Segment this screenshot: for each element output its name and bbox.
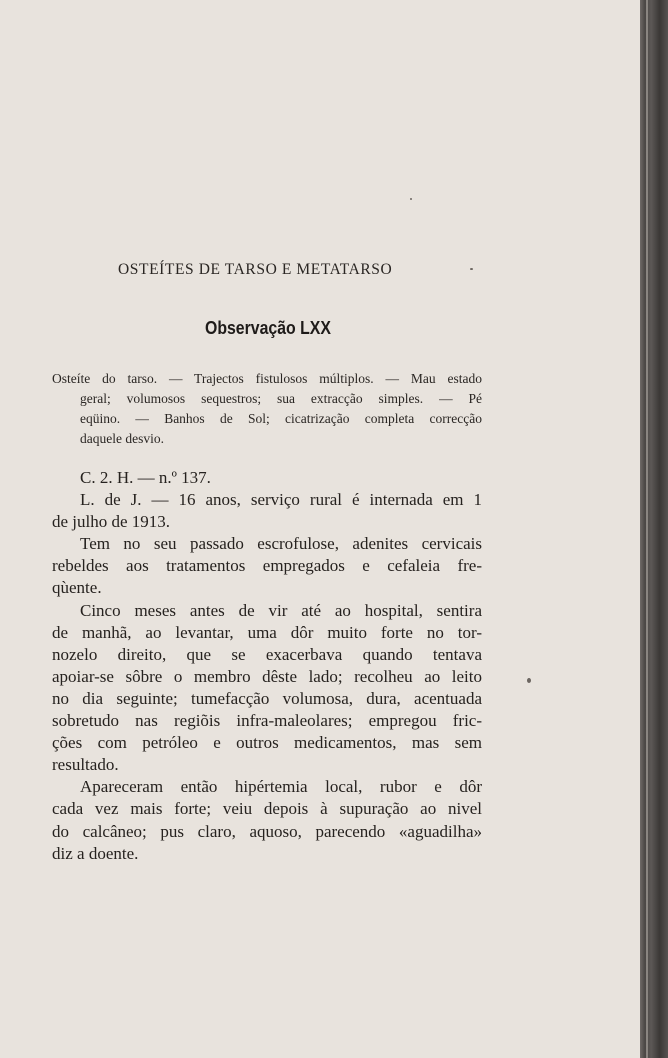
summary-line: Osteíte do tarso. — Trajectos fistulosos múltiplos. — Mau estado (52, 371, 482, 386)
page-edge-highlight (646, 0, 648, 1058)
body-line: de julho de 1913. (52, 512, 171, 532)
observation-title: Observação LXX (205, 318, 331, 338)
case-summary (52, 369, 482, 449)
page-edge-shadow (640, 0, 668, 1058)
paper-speck (410, 198, 412, 200)
body-line: Tem no seu passado escrofulose, adenites cervicais (80, 534, 482, 554)
body-line: L. de J. — 16 anos, serviço rural é internada em 1 (80, 490, 482, 510)
paper-speck (527, 678, 531, 683)
body-line: rebeldes aos tratamentos empregados e cefaleia fre- (52, 556, 482, 576)
body-line: resultado. (52, 755, 119, 775)
body-line: Cinco meses antes de vir até ao hospital, sentira (80, 600, 482, 620)
case-body-text (52, 467, 482, 865)
body-line: diz a doente. (52, 843, 139, 863)
running-head: OSTEÍTES DE TARSO E METATARSO (118, 261, 393, 278)
body-line: qùente. (52, 578, 102, 598)
body-line: sobretudo nas regiõis infra-maleolares; empregou fric- (52, 711, 482, 731)
body-line: Apareceram então hipértemia local, rubor e dôr (80, 777, 482, 797)
body-line: no dia seguinte; tumefacção volumosa, dura, acentuada (52, 688, 482, 708)
summary-line: geral; volumosos sequestros; sua extracção simples. — Pé (80, 391, 482, 406)
summary-line: daquele desvio. (80, 431, 164, 446)
body-line: C. 2. H. — n.º 137. (80, 468, 211, 487)
body-line: cada vez mais forte; veiu depois à supuração ao nivel (52, 799, 482, 819)
summary-line: eqüino. — Banhos de Sol; cicatrização completa correcção (80, 411, 482, 426)
paper-speck (470, 268, 473, 270)
body-line: do calcâneo; pus claro, aquoso, parecendo «aguadilha» (52, 821, 482, 841)
body-line: ções com petróleo e outros medicamentos, mas sem (52, 733, 482, 753)
body-line: apoiar-se sôbre o membro dêste lado; recolheu ao leito (52, 666, 482, 686)
body-line: nozelo direito, que se exacerbava quando tentava (52, 644, 482, 664)
body-line: de manhã, ao levantar, uma dôr muito forte no tor- (52, 622, 482, 642)
